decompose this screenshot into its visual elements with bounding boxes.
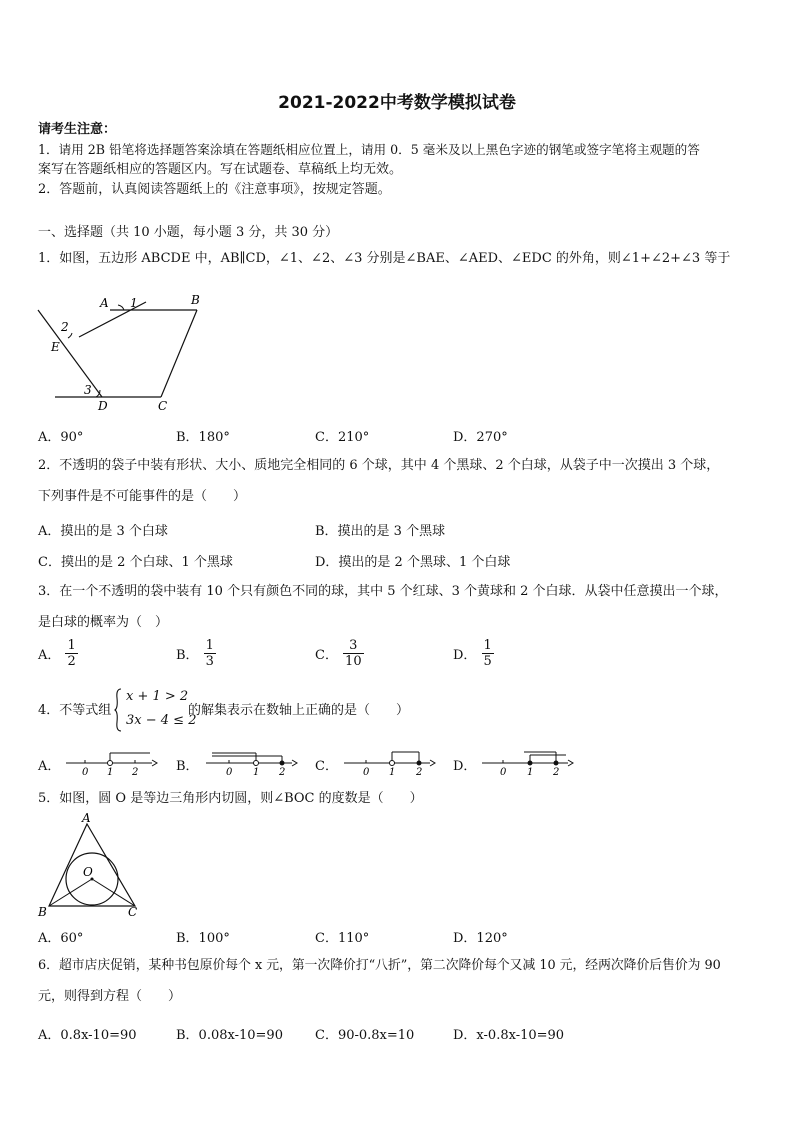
question-6-stem-2: 元，则得到方程（ ） xyxy=(38,989,182,1004)
q3-option-b[interactable] xyxy=(176,638,216,669)
fraction-denominator: 10 xyxy=(345,654,362,669)
vertex-C-label: C xyxy=(158,399,168,413)
q6-option-b[interactable]: B．0.08x-10=90 xyxy=(176,1028,283,1043)
fraction-numerator: 1 xyxy=(483,638,492,653)
system-brace xyxy=(114,688,122,732)
q1-option-c[interactable]: C．210° xyxy=(315,430,370,445)
q3-option-c[interactable] xyxy=(315,638,364,669)
q5-option-a[interactable]: A．60° xyxy=(38,931,84,946)
fraction-denominator: 5 xyxy=(483,654,492,669)
q4-option-d-number-line[interactable] xyxy=(480,748,575,776)
q2-option-a[interactable]: A．摸出的是 3 个白球 xyxy=(38,524,168,539)
notice-line-1a: 1．请用 2B 铅笔将选择题答案涂填在答题纸相应位置上，请用 0．5 毫米及以上黑色字迹的钢笔或签字笔将主观题的答 xyxy=(38,142,700,157)
q6-option-a[interactable]: A．0.8x-10=90 xyxy=(38,1028,137,1043)
tick-label-0: 0 xyxy=(82,767,89,776)
notice-line-1b: 案写在答题纸相应的答题区内。写在试题卷、草稿纸上均无效。 xyxy=(38,162,403,177)
tick-label-0: 0 xyxy=(500,767,507,776)
q3-option-a-fraction xyxy=(65,638,77,669)
q2-option-c[interactable]: C．摸出的是 2 个白球、1 个黑球 xyxy=(38,555,233,570)
q6-option-d[interactable]: D．x-0.8x-10=90 xyxy=(453,1028,565,1043)
question-3-stem-2: 是白球的概率为（ ） xyxy=(38,615,169,630)
vertex-A-label: A xyxy=(100,296,109,310)
q4-option-a-number-line[interactable] xyxy=(64,748,159,776)
q3-option-d[interactable] xyxy=(453,638,494,669)
tick-label-2: 2 xyxy=(553,767,560,776)
question-5-stem: 5．如图，圆 O 是等边三角形内切圆，则∠BOC 的度数是（ ） xyxy=(38,791,423,806)
vertex-B-label: B xyxy=(191,293,200,307)
q4-option-d-letter[interactable]: D． xyxy=(453,759,477,774)
tick-label-2: 2 xyxy=(132,767,139,776)
q4-option-c-letter[interactable]: C． xyxy=(315,759,338,774)
q1-option-d[interactable]: D．270° xyxy=(453,430,508,445)
question-4-suffix: 的解集表示在数轴上正确的是（ ） xyxy=(188,703,410,718)
center-O-label: O xyxy=(83,865,93,879)
question-2-stem-1: 2．不透明的袋子中装有形状、大小、质地完全相同的 6 个球，其中 4 个黑球、2 个白球，从袋子中一次摸出 3 个球， xyxy=(38,458,720,473)
page-title: 2021-2022中考数学模拟试卷 xyxy=(278,93,516,113)
tick-label-1: 1 xyxy=(253,767,260,776)
q3-option-d-fraction xyxy=(482,638,494,669)
question-2-stem-2: 下列事件是不可能事件的是（ ） xyxy=(38,489,247,504)
q5-option-d[interactable]: D．120° xyxy=(453,931,508,946)
vertex-E-label: E xyxy=(51,340,60,354)
inequality-2: 3x − 4 ≤ 2 xyxy=(126,713,197,728)
q3-option-c-letter: C． xyxy=(315,648,338,663)
question-1-stem: 1．如图，五边形 ABCDE 中，AB∥CD，∠1、∠2、∠3 分别是∠BAE、∠AED、∠EDC 的外角，则∠1+∠2+∠3 等于 xyxy=(38,251,731,266)
tick-label-0: 0 xyxy=(226,767,233,776)
q4-option-c-number-line[interactable] xyxy=(342,748,437,776)
q2-option-b[interactable]: B．摸出的是 3 个黑球 xyxy=(315,524,446,539)
inequality-1: x + 1 > 2 xyxy=(126,689,189,704)
q3-option-d-letter: D． xyxy=(453,648,477,663)
fraction-numerator: 1 xyxy=(205,638,214,653)
vertex-B-label: B xyxy=(38,905,47,919)
tick-label-2: 2 xyxy=(279,767,286,776)
fraction-numerator: 3 xyxy=(343,638,364,654)
q3-option-b-fraction xyxy=(204,638,216,669)
vertex-A-label: A xyxy=(82,811,91,825)
angle-2-label: 2 xyxy=(61,320,69,334)
notice-line-2: 2．答题前，认真阅读答题纸上的《注意事项》，按规定答题。 xyxy=(38,182,391,197)
q1-option-b[interactable]: B．180° xyxy=(176,430,230,445)
notice-heading: 请考生注意： xyxy=(38,122,117,137)
q4-option-b-letter[interactable]: B． xyxy=(176,759,199,774)
tick-label-1: 1 xyxy=(107,767,114,776)
tick-label-0: 0 xyxy=(363,767,370,776)
q4-option-a-letter[interactable]: A． xyxy=(38,759,61,774)
q2-option-d[interactable]: D．摸出的是 2 个黑球、1 个白球 xyxy=(315,555,511,570)
q1-option-a[interactable]: A．90° xyxy=(38,430,84,445)
vertex-C-label: C xyxy=(128,905,138,919)
question-6-stem-1: 6．超市店庆促销，某种书包原价每个 x 元，第一次降价打“八折”，第二次降价每个又减 10 元，经两次降价后售价为 90 xyxy=(38,958,721,973)
fraction-denominator: 2 xyxy=(67,654,76,669)
q5-option-c[interactable]: C．110° xyxy=(315,931,370,946)
q3-option-b-letter: B． xyxy=(176,648,199,663)
tick-label-1: 1 xyxy=(527,767,534,776)
fraction-numerator: 1 xyxy=(67,638,76,653)
tick-label-1: 1 xyxy=(389,767,396,776)
tick-label-2: 2 xyxy=(416,767,423,776)
q3-option-c-fraction xyxy=(343,638,364,669)
angle-1-label: 1 xyxy=(130,296,138,310)
question-4-prefix: 4．不等式组 xyxy=(38,703,112,718)
pentagon-figure xyxy=(30,290,210,415)
question-3-stem-1: 3．在一个不透明的袋中装有 10 个只有颜色不同的球，其中 5 个红球、3 个黄球和 2 个白球．从袋中任意摸出一个球， xyxy=(38,584,728,599)
fraction-denominator: 3 xyxy=(205,654,214,669)
section-heading: 一、选择题（共 10 小题，每小题 3 分，共 30 分） xyxy=(38,225,339,240)
q5-option-b[interactable]: B．100° xyxy=(176,931,230,946)
q3-option-a[interactable] xyxy=(38,638,78,669)
q6-option-c[interactable]: C．90-0.8x=10 xyxy=(315,1028,415,1043)
triangle-incircle-figure xyxy=(34,810,144,920)
vertex-D-label: D xyxy=(98,399,108,413)
q3-option-a-letter: A． xyxy=(38,648,61,663)
angle-3-label: 3 xyxy=(84,383,92,397)
q4-option-b-number-line[interactable] xyxy=(204,748,299,776)
